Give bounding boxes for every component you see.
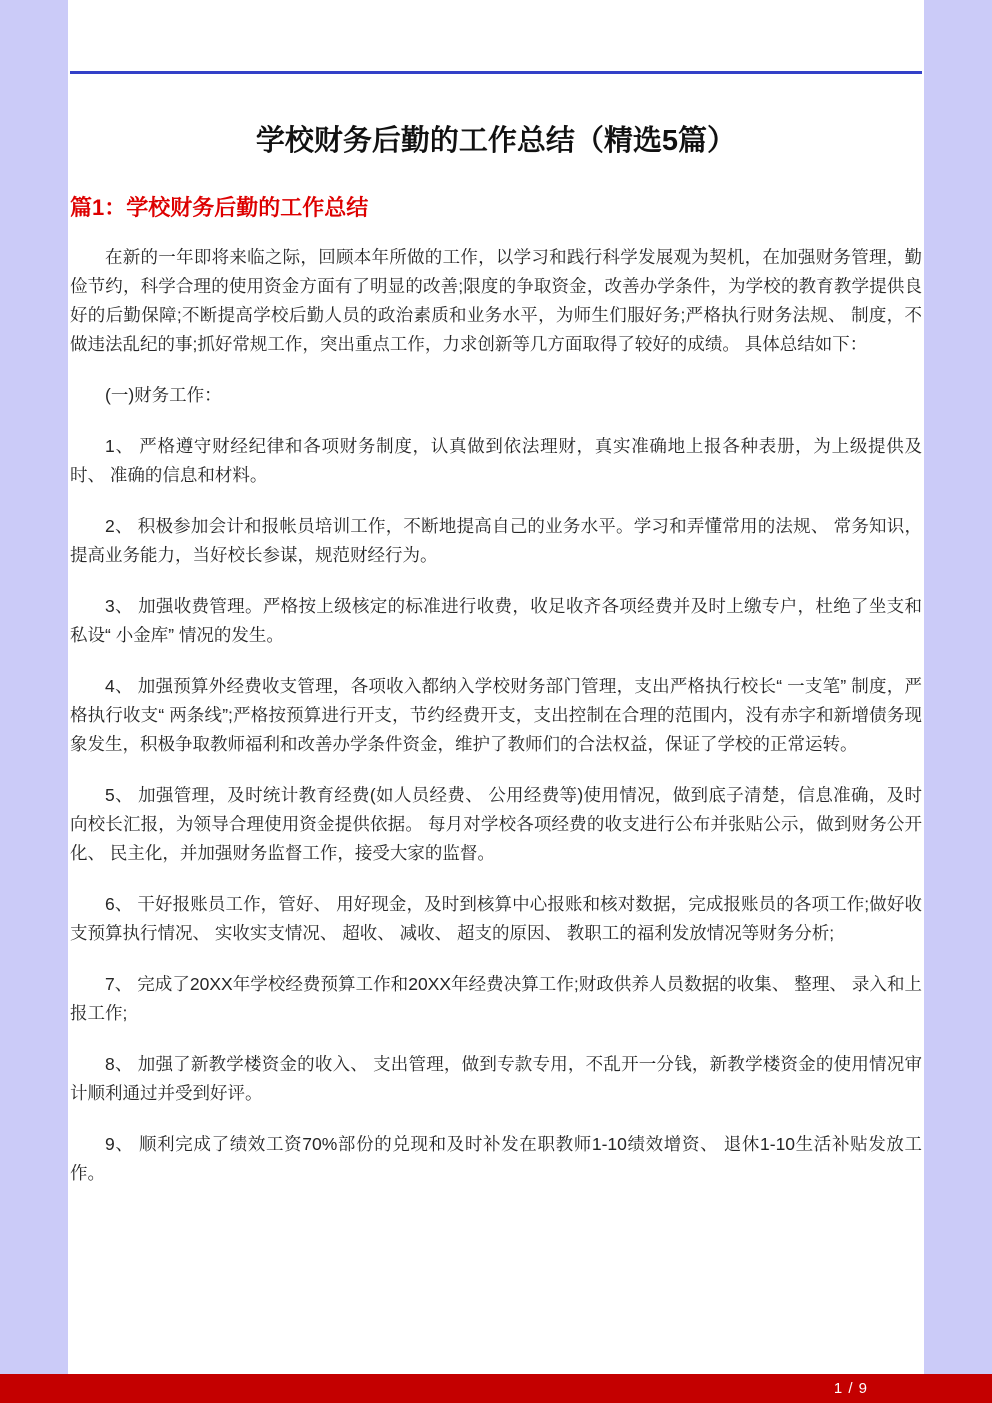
document-title: 学校财务后勤的工作总结（精选5篇） [255, 125, 737, 157]
paragraph: (一)财务工作： [105, 385, 222, 406]
paragraph: 6、 干好报账员工作，管好、 用好现金，及时到核算中心报账和核对数据，完成报账员的各项工作;做好收支预算执行情况、 实收实支情况、 超收、 减收、 超支的原因、 教职工的福利发放情况等财务分析; [70, 894, 922, 944]
paragraph: 9、 顺利完成了绩效工资70%部份的兑现和及时补发在职教师1-10绩效增资、 退休1-10生活补贴发放工作。 [70, 1134, 922, 1184]
top-divider [70, 71, 922, 74]
paragraph: 3、 加强收费管理。严格按上级核定的标准进行收费，收足收齐各项经费并及时上缴专户，杜绝了坐支和私设“ 小金库” 情况的发生。 [70, 596, 922, 646]
page-number: 1 / 9 [833, 1380, 868, 1397]
paragraph: 1、 严格遵守财经纪律和各项财务制度，认真做到依法理财，真实准确地上报各种表册，为上级提供及时、 准确的信息和材料。 [70, 436, 922, 486]
paragraph: 4、 加强预算外经费收支管理，各项收入都纳入学校财务部门管理，支出严格执行校长“ 一支笔” 制度，严格执行收支“ 两条线”;严格按预算进行开支，节约经费开支，支出控制在合理的范围内，没有赤字和新增债务现象发生，积极争取教师福利和改善办学条件资金，维护了教师们的合法权益，保证了学校的正常运转。 [70, 676, 922, 755]
paragraph: 5、 加强管理，及时统计教育经费(如人员经费、 公用经费等)使用情况，做到底子清楚，信息准确，及时向校长汇报，为领导合理使用资金提供依据。 每月对学校各项经费的收支进行公布并张贴公示，做到财务公开化、 民主化，并加强财务监督工作，接受大家的监督。 [70, 785, 922, 864]
paragraph: 2、 积极参加会计和报帐员培训工作，不断地提高自己的业务水平。学习和弄懂常用的法规、 常务知识，提高业务能力，当好校长参谋，规范财经行为。 [70, 516, 922, 566]
footer-bar [0, 1374, 992, 1403]
paragraph: 7、 完成了20XX年学校经费预算工作和20XX年经费决算工作;财政供养人员数据的收集、 整理、 录入和上报工作; [70, 974, 922, 1024]
document-page [68, 0, 924, 1374]
paragraph: 8、 加强了新教学楼资金的收入、 支出管理，做到专款专用，不乱开一分钱，新教学楼资金的使用情况审计顺利通过并受到好评。 [70, 1054, 922, 1104]
section-heading: 篇1：学校财务后勤的工作总结 [70, 194, 369, 220]
paragraph: 在新的一年即将来临之际，回顾本年所做的工作，以学习和践行科学发展观为契机，在加强财务管理，勤俭节约，科学合理的使用资金方面有了明显的改善;限度的争取资金，改善办学条件，为学校的教育教学提供良好的后勤保障;不断提高学校后勤人员的政治素质和业务水平，为师生们服好务;严格执行财务法规、 制度，不做违法乱纪的事;抓好常规工作，突出重点工作，力求创新等几方面取得了较好的成绩。 具体总结如下： [70, 247, 922, 355]
document-body [70, 243, 922, 1188]
